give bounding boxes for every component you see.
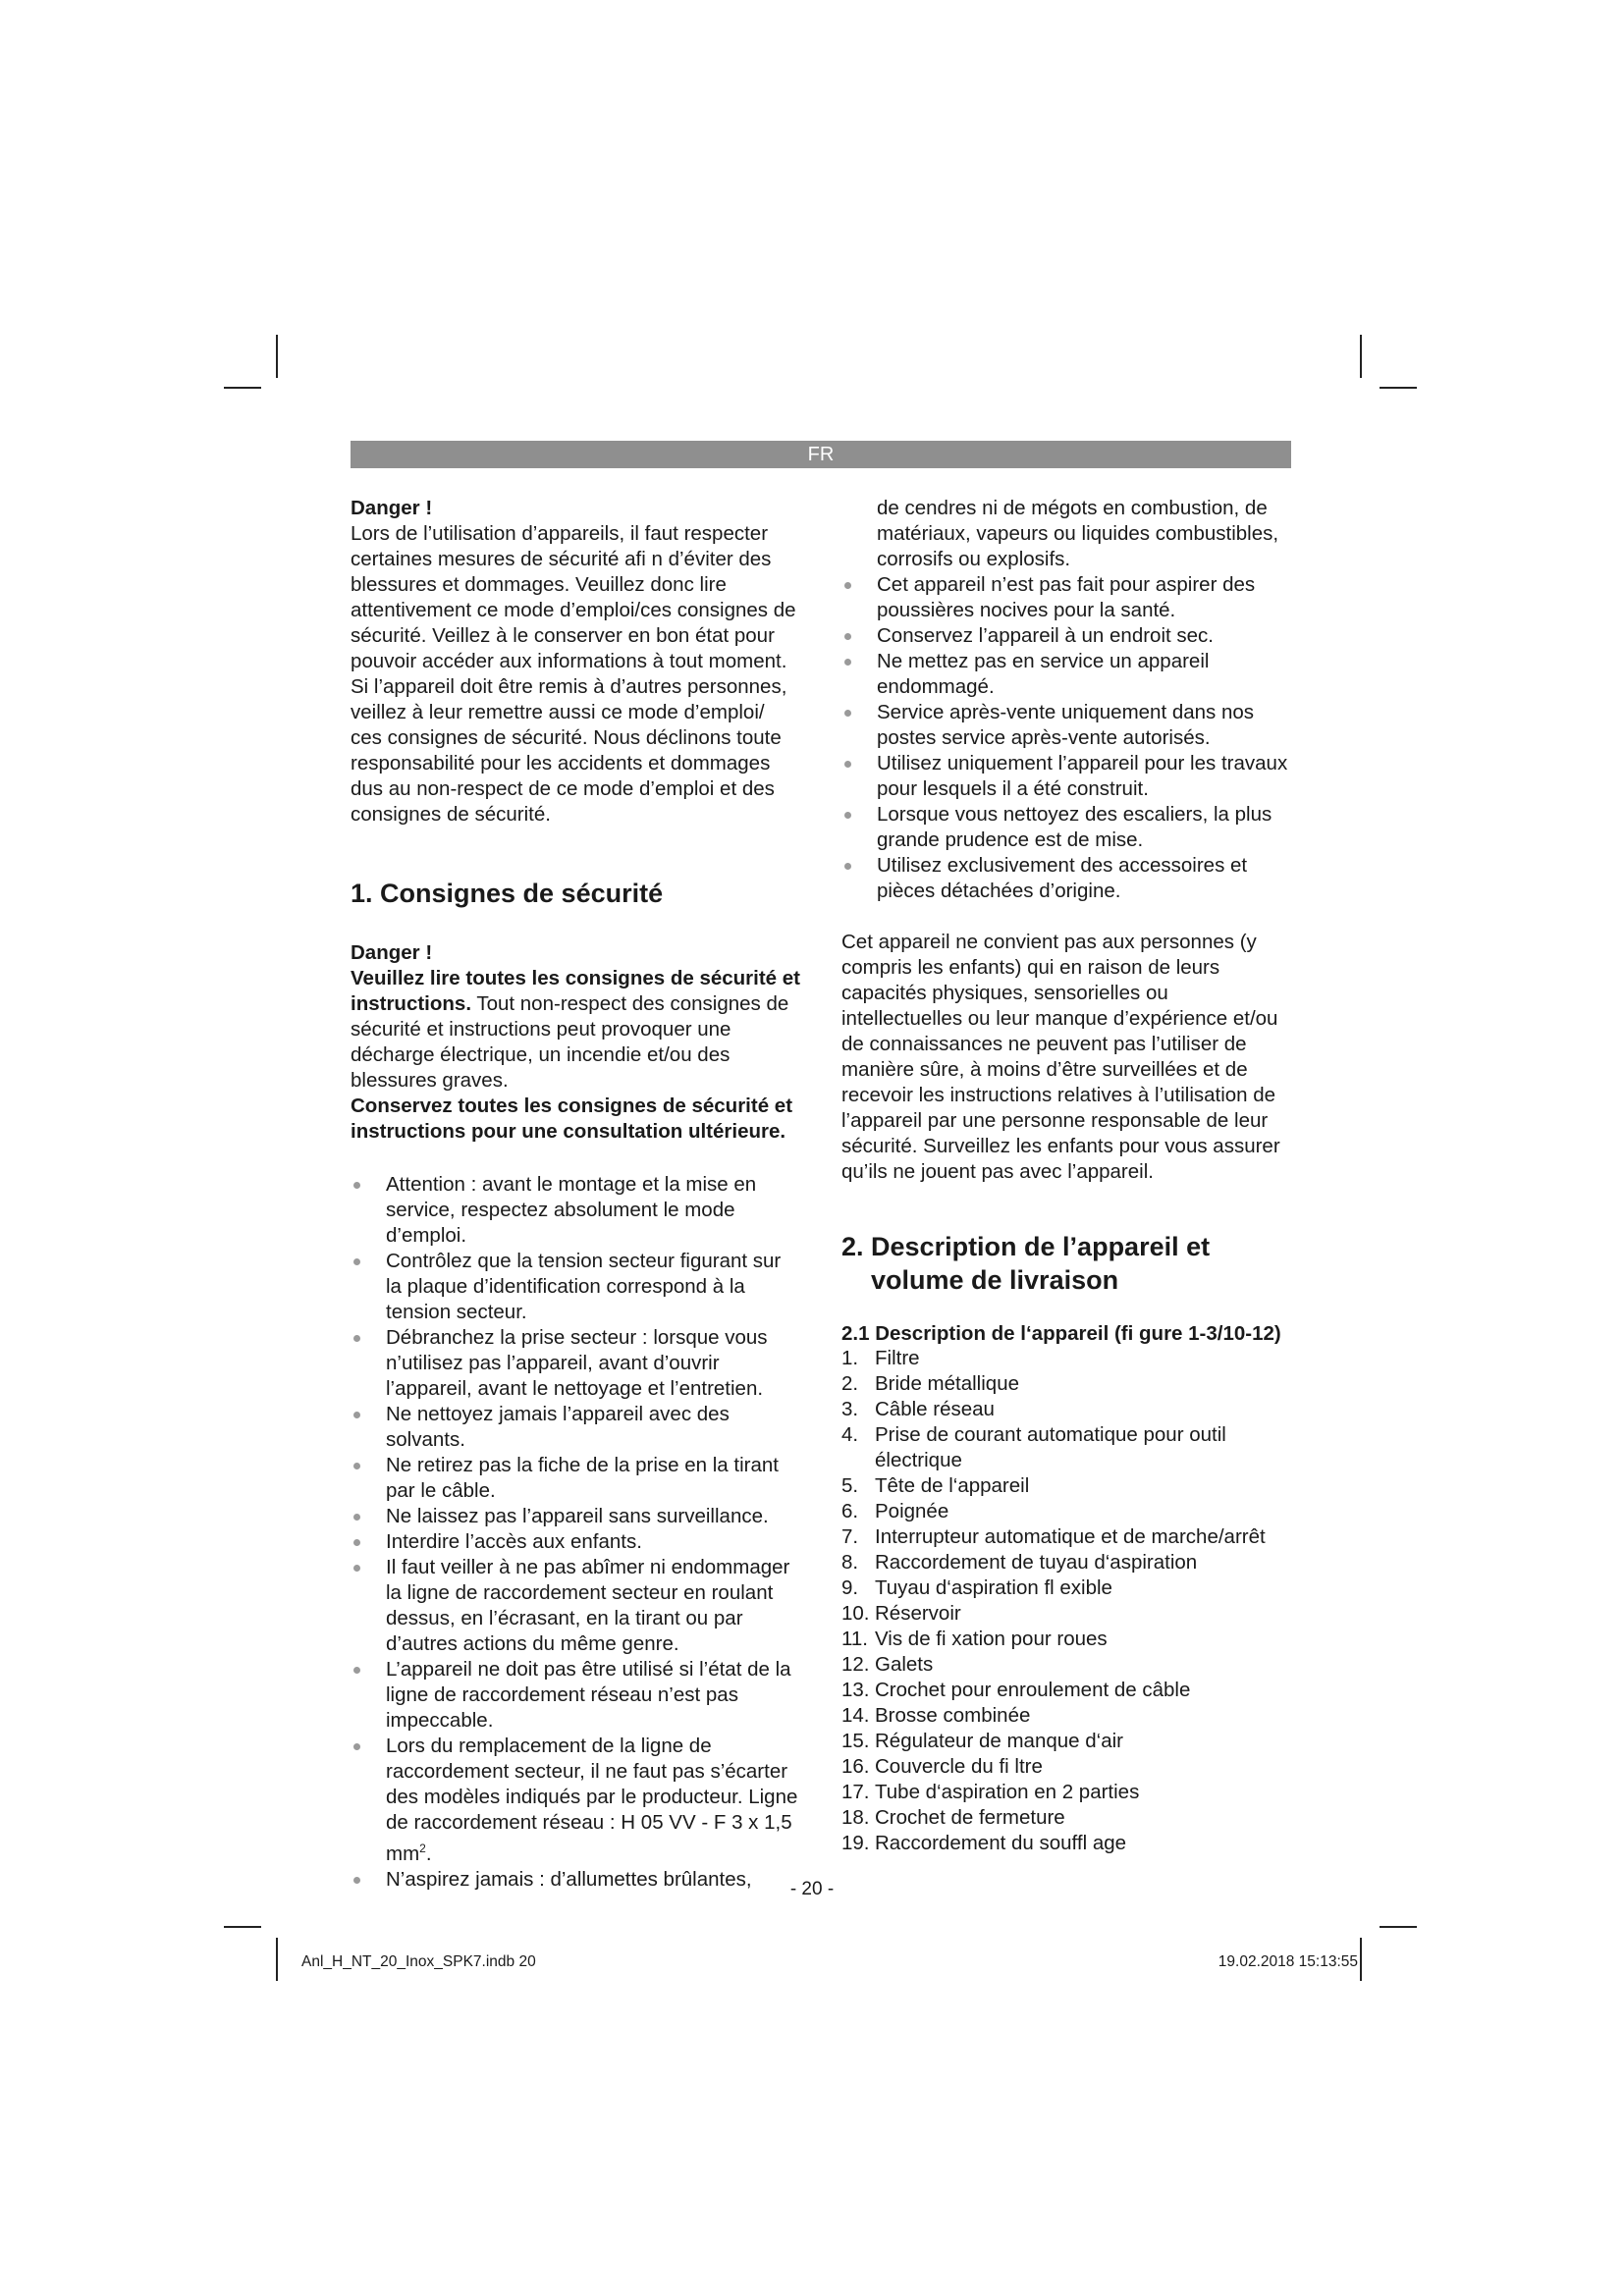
page-number: - 20 - — [789, 1879, 835, 1899]
part-number: 2. — [841, 1372, 859, 1395]
cable-spec-text: Lors du remplacement de la ligne de raccordement secteur, il ne faut pas s’écarter des modèles indiqués par le producteur. Ligne de raccordement réseau : H 05 VV - F 3 x 1,5 mm — [386, 1735, 798, 1865]
part-label: Brosse combinée — [875, 1704, 1031, 1727]
part-label: Tête de l‘appareil — [875, 1474, 1030, 1497]
part-item — [841, 1499, 1291, 1524]
danger-title: Danger ! — [351, 497, 433, 519]
part-item — [841, 1422, 1291, 1473]
part-item — [841, 1780, 1291, 1805]
part-item — [841, 1550, 1291, 1575]
list-item: L’appareil ne doit pas être utilisé si l’état de la ligne de raccordement réseau n’est pas impeccable. — [351, 1657, 800, 1734]
section-1-heading: 1. Consignes de sécurité — [351, 879, 664, 908]
part-number: 12. — [841, 1653, 870, 1676]
part-item — [841, 1754, 1291, 1780]
part-number: 16. — [841, 1755, 870, 1778]
crop-mark — [1380, 387, 1417, 389]
list-item: Lorsque vous nettoyez des escaliers, la plus grande prudence est de mise. — [841, 802, 1291, 853]
list-item — [351, 1734, 800, 1867]
continued-bullet-text: de cendres ni de mégots en combustion, de matériaux, vapeurs ou liquides combustibles, corrosifs ou explosifs. — [877, 497, 1279, 570]
footer-file-name: Anl_H_NT_20_Inox_SPK7.indb 20 — [301, 1953, 536, 1970]
list-item: Débranchez la prise secteur : lorsque vous n’utilisez pas l’appareil, avant d’ouvrir l’appareil, avant le nettoyage et l’entretien. — [351, 1325, 800, 1402]
list-item: Ne mettez pas en service un appareil endommagé. — [841, 649, 1291, 700]
list-item: Ne retirez pas la fiche de la prise en la tirant par le câble. — [351, 1453, 800, 1504]
list-item: Contrôlez que la tension secteur figurant sur la plaque d’identification correspond à la tension secteur. — [351, 1249, 800, 1325]
part-number: 5. — [841, 1474, 859, 1497]
part-label: Réservoir — [875, 1602, 961, 1625]
part-number: 1. — [841, 1347, 859, 1369]
footer-timestamp: 19.02.2018 15:13:55 — [1218, 1953, 1358, 1970]
danger-title: Danger ! — [351, 941, 433, 964]
crop-mark — [224, 387, 261, 389]
part-label: Filtre — [875, 1347, 920, 1369]
part-label: Bride métallique — [875, 1372, 1019, 1395]
section-2-heading: 2. Description de l’appareil et volume de livraison — [841, 1232, 1211, 1295]
list-item: N’aspirez jamais : d’allumettes brûlantes, — [351, 1867, 800, 1893]
part-label: Régulateur de manque d‘air — [875, 1730, 1123, 1752]
part-number: 10. — [841, 1602, 870, 1625]
part-number: 4. — [841, 1423, 859, 1446]
part-item — [841, 1805, 1291, 1831]
part-item — [841, 1397, 1291, 1422]
danger-paragraph: Lors de l’utilisation d’appareils, il faut respecter certaines mesures de sécurité afi n d’éviter des blessures et dommages. Veuillez donc lire attentivement ce mode d’emploi/ces consignes de sécurité. Veillez à le conserver en bon état pour pouvoir accéder aux informations à tout moment. Si l’appareil doit être remis à d’autres personnes, veillez à leur remettre aussi ce mode d’emploi/ ces consignes de sécurité. Nous déclinons toute responsabilité pour les accidents et dommages dus au non-respect de ce mode d’emploi et des consignes de sécurité. — [351, 522, 796, 826]
part-label: Raccordement du souffl age — [875, 1832, 1127, 1854]
parts-list — [841, 1346, 1291, 1856]
list-item: Ne nettoyez jamais l’appareil avec des solvants. — [351, 1402, 800, 1453]
part-item — [841, 1729, 1291, 1754]
part-label: Galets — [875, 1653, 934, 1676]
part-label: Tuyau d‘aspiration fl exible — [875, 1576, 1112, 1599]
safety-bullet-list — [351, 1172, 800, 1893]
part-label: Tube d‘aspiration en 2 parties — [875, 1781, 1140, 1803]
part-label: Raccordement de tuyau d‘aspiration — [875, 1551, 1198, 1574]
list-item: Service après-vente uniquement dans nos postes service après-vente autorisés. — [841, 700, 1291, 751]
list-item: Utilisez uniquement l’appareil pour les travaux pour lesquels il a été construit. — [841, 751, 1291, 802]
part-item — [841, 1831, 1291, 1856]
part-item — [841, 1346, 1291, 1371]
children-safety-paragraph: Cet appareil ne convient pas aux personnes (y compris les enfants) qui en raison de leurs capacités physiques, sensorielles ou intellectuelles ou leur manque d’expérience et/ou de connaissances ne peuvent pas l’utiliser de manière sûre, à moins d’être surveillées et de recevoir les instructions relatives à l’utilisation de l’appareil par une personne responsable de leur sécurité. Surveillez les enfants pour vous assurer qu’ils ne jouent pas avec l’appareil. — [841, 931, 1280, 1183]
part-item — [841, 1473, 1291, 1499]
part-number: 15. — [841, 1730, 870, 1752]
cable-spec-sup: 2 — [419, 1842, 426, 1855]
part-number: 11. — [841, 1628, 868, 1650]
part-item — [841, 1652, 1291, 1678]
part-number: 19. — [841, 1832, 870, 1854]
part-number: 3. — [841, 1398, 859, 1420]
part-label: Câble réseau — [875, 1398, 995, 1420]
part-item — [841, 1601, 1291, 1627]
safety-intro-bold: Veuillez lire toutes les consignes de sécurité et instructions. — [351, 967, 801, 1015]
part-label: Crochet de fermeture — [875, 1806, 1065, 1829]
crop-mark — [276, 1938, 278, 1981]
part-number: 13. — [841, 1679, 870, 1701]
crop-mark — [1360, 1938, 1362, 1981]
part-item — [841, 1575, 1291, 1601]
part-item — [841, 1524, 1291, 1550]
cable-spec-end: . — [425, 1842, 432, 1865]
safety-intro-paragraph — [351, 966, 800, 1094]
part-item — [841, 1371, 1291, 1397]
part-label: Couvercle du fi ltre — [875, 1755, 1043, 1778]
part-number: 6. — [841, 1500, 859, 1522]
subsection-2-1-heading: 2.1 Description de l‘appareil (fi gure 1-3/10-12) — [841, 1322, 1281, 1345]
list-item: Utilisez exclusivement des accessoires et pièces détachées d’origine. — [841, 853, 1291, 904]
crop-mark — [276, 335, 278, 378]
part-number: 9. — [841, 1576, 859, 1599]
part-label: Prise de courant automatique pour outil électrique — [875, 1423, 1226, 1471]
crop-mark — [1360, 335, 1362, 378]
list-item: Ne laissez pas l’appareil sans surveillance. — [351, 1504, 800, 1529]
list-item: Interdire l’accès aux enfants. — [351, 1529, 800, 1555]
list-item: Attention : avant le montage et la mise en service, respectez absolument le mode d’emploi. — [351, 1172, 800, 1249]
crop-mark — [1380, 1926, 1417, 1928]
list-item: Cet appareil n’est pas fait pour aspirer des poussières nocives pour la santé. — [841, 572, 1291, 623]
part-number: 17. — [841, 1781, 870, 1803]
part-number: 14. — [841, 1704, 870, 1727]
list-item: Conservez l’appareil à un endroit sec. — [841, 623, 1291, 649]
left-column — [351, 496, 800, 1893]
right-column — [841, 496, 1291, 1856]
list-item: Il faut veiller à ne pas abîmer ni endommager la ligne de raccordement secteur en roulant dessus, en l’écrasant, en la tirant ou par d’autres actions du même genre. — [351, 1555, 800, 1657]
crop-mark — [224, 1926, 261, 1928]
part-label: Interrupteur automatique et de marche/arrêt — [875, 1525, 1266, 1548]
part-number: 7. — [841, 1525, 859, 1548]
part-item — [841, 1678, 1291, 1703]
part-item — [841, 1703, 1291, 1729]
part-label: Vis de fi xation pour roues — [875, 1628, 1108, 1650]
safety-intro-text: Tout non-respect des consignes de sécurité et instructions peut provoquer une décharge électrique, un incendie et/ou des blessures graves. — [351, 992, 789, 1092]
keep-instructions-note: Conservez toutes les consignes de sécurité et instructions pour une consultation ultérieure. — [351, 1095, 793, 1143]
language-header: FR — [351, 441, 1291, 468]
part-label: Poignée — [875, 1500, 949, 1522]
safety-bullet-list-continued — [841, 572, 1291, 904]
part-number: 8. — [841, 1551, 859, 1574]
part-item — [841, 1627, 1291, 1652]
part-number: 18. — [841, 1806, 870, 1829]
part-label: Crochet pour enroulement de câble — [875, 1679, 1191, 1701]
